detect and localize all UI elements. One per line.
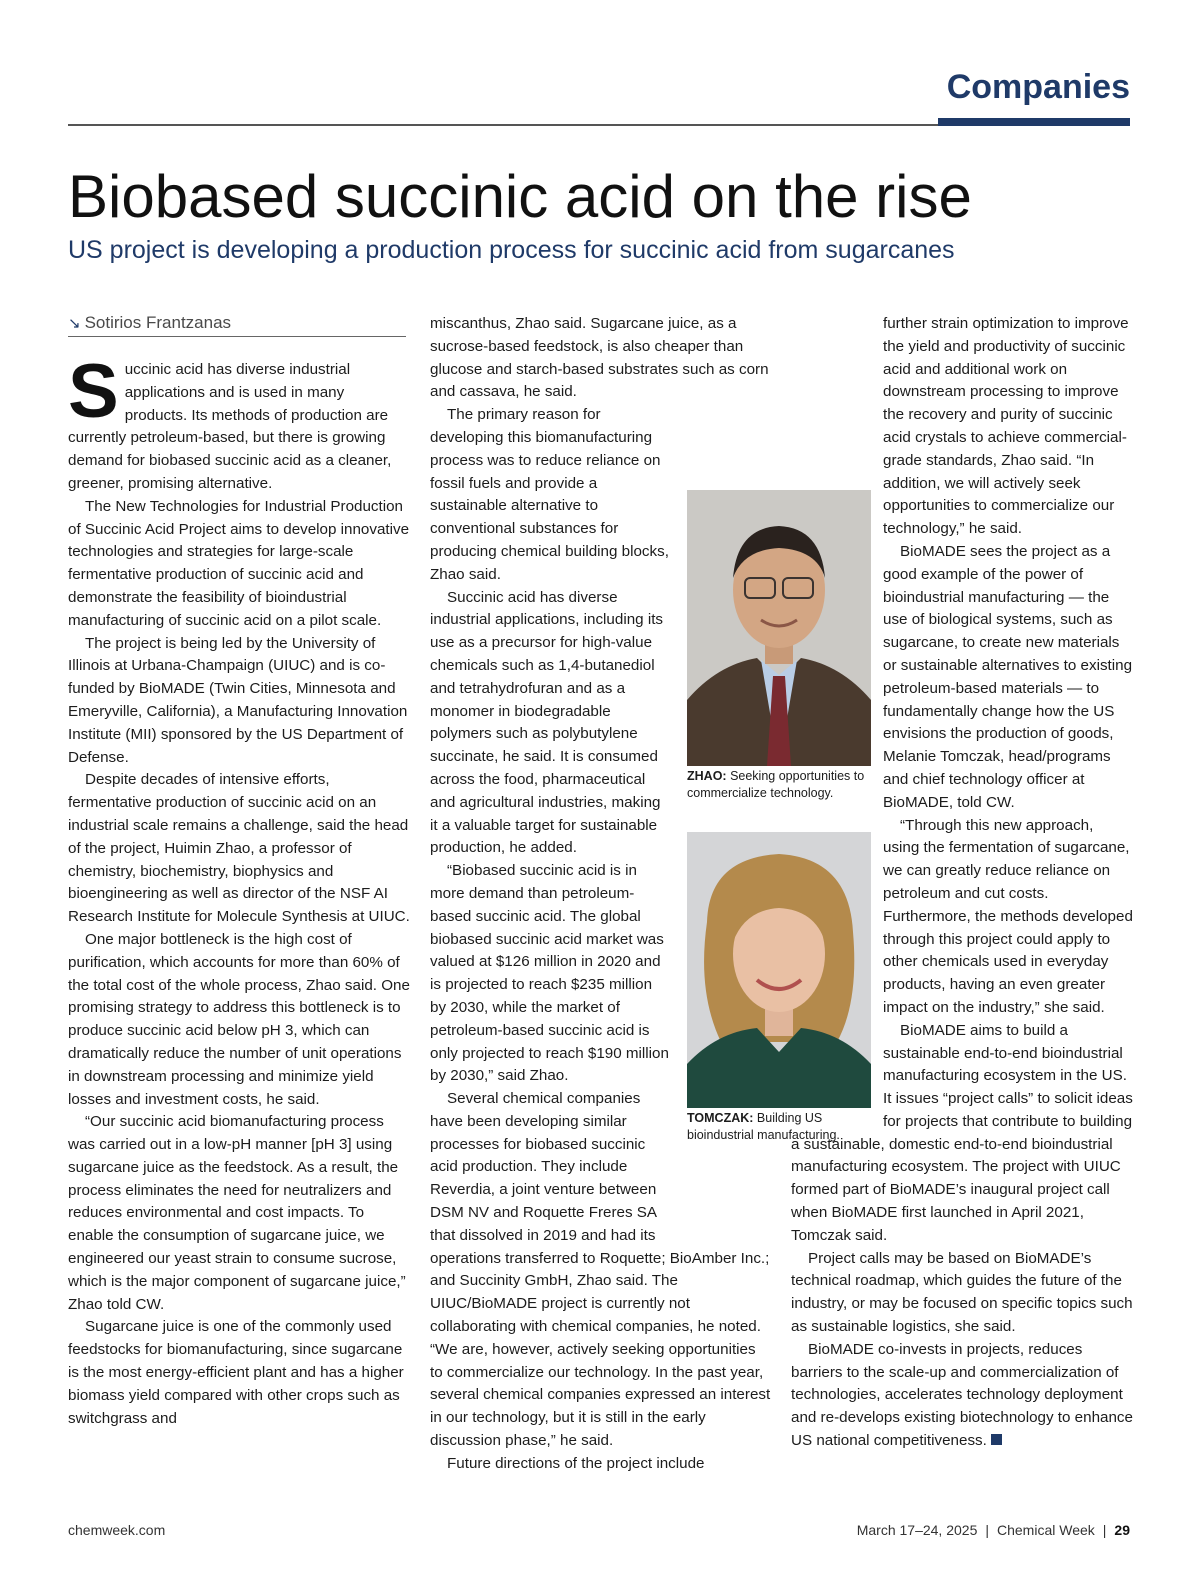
separator: | <box>985 1522 989 1538</box>
paragraph: One major bottleneck is the high cost of purification, which accounts for more than 60% of the total cost of the whole process, Zhao said. One promising strategy to address this bottleneck is to produce succinic acid below pH 3, which can dramatically reduce the number of unit operations in downstream processing and minimize yield losses and investment costs, he said. <box>68 930 410 1108</box>
zhao-caption: ZHAO: Seeking opportunities to commercialize technology. <box>687 769 865 800</box>
paragraph: The project is being led by the University of Illinois at Urbana-Champaign (UIUC) and is co-funded by BioMADE (Twin Cities, Minnesota and Emeryville, California), a Manufacturing Innovation Institute (MII) sponsored by the US Department of Defense. <box>68 634 408 766</box>
paragraph: Despite decades of intensive efforts, fermentative production of succinic acid on an industrial scale remains a challenge, said the head of the project, Huimin Zhao, a professor of chemistry, biochemistry, biophysics and bioengineering as well as director of the NSF AI Research Institute for Molecule Synthesis at UIUC. <box>68 771 410 926</box>
article-subtitle: US project is developing a production process for succinic acid from sugarcanes <box>68 236 955 264</box>
paragraph: further strain optimization to improve the yield and productivity of succinic acid and additional work on downstream processing to improve the recovery and purity of succinic acid crystals to achieve commercial-grade standards, Zhao said. “In addition, we will actively seek opportunities to commercialize our technology,” he said. <box>883 315 1129 538</box>
paragraph: Sugarcane juice is one of the commonly used feedstocks for biomanufacturing, since sugarcane is the most energy-efficient plant and has a higher biomass yield compared with other crops such as switchgrass and <box>68 1318 404 1427</box>
paragraph: “Our succinic acid biomanufacturing process was carried out in a low-pH manner [pH 3] using sugarcane juice as the feedstock. As a result, the process eliminates the need for neutralizers and reduces environmental and cost impacts. To enable the consumption of sugarcane juice, we engineered our yeast strain to consume sucrose, which is the major component of sugarcane juice,” Zhao told CW. <box>68 1113 406 1313</box>
paragraph: miscanthus, Zhao said. Sugarcane juice, as a sucrose-based feedstock, is also cheaper than glucose and starch-based substrates such as corn and cassava, he said. <box>430 315 769 401</box>
drop-cap: S <box>68 349 119 434</box>
paragraph: Project calls may be based on BioMADE’s technical roadmap, which guides the future of the industry, or may be focused on specific topics such as sustainable logistics, she said. <box>791 1249 1133 1336</box>
paragraph: “Through this new approach, using the fermentation of sugarcane, we can greatly reduce reliance on petroleum and cut costs. Furthermore, the methods developed through this project could apply to other chemicals used in everyday products, having an even greater impact on the industry,” she said. <box>883 816 1133 1016</box>
end-mark-icon <box>991 1434 1002 1445</box>
separator: | <box>1102 1522 1107 1538</box>
paragraph: BioMADE aims to build a sustainable end-to-end bioindustrial manufacturing ecosystem in the US. It issues “project calls” to solicit ideas for projects that contribute to building a sustainable, domestic end-to-end bioindustrial manufacturing ecosystem. The project with UIUC formed part of BioMADE’s inaugural project call when BioMADE first launched in April 2021, Tomczak said. <box>791 1021 1133 1244</box>
paragraph: BioMADE co-invests in projects, reduces barriers to the scale-up and commercialization of technologies, accelerates technology deployment and re-develops existing biotechnology to enhance US national competitiveness. <box>791 1340 1133 1450</box>
publication-name: Chemical Week <box>997 1522 1095 1538</box>
paragraph: Succinic acid has diverse industrial applications, including its use as a precursor for high-value chemicals such as 1,4-butanediol and tetrahydrofuran and as a monomer in biodegradable polymers such as polybutylene succinate, he said. It is consumed across the food, pharmaceutical and agricultural industries, making it a valuable target for sustainable production, he added. <box>430 588 664 857</box>
article-title: Biobased succinic acid on the rise <box>68 163 972 230</box>
paragraph: Future directions of the project include <box>447 1454 705 1472</box>
footer-info <box>857 1522 1130 1538</box>
tomczak-caption: TOMCZAK: Building US bioindustrial manufacturing. <box>687 1111 840 1142</box>
paragraph: The primary reason for developing this biomanufacturing process was to reduce reliance on fossil fuels and provide a sustainable alternative to conventional substances for producing chemical building blocks, Zhao said. <box>430 406 669 583</box>
tomczak-photo <box>687 832 871 1108</box>
paragraph: Several chemical companies have been developing similar processes for biobased succinic acid production. They include Reverdia, a joint venture between DSM NV and Roquette Freres SA that dissolved in 2019 and had its operations transferred to Roquette; BioAmber Inc.; and Succinity GmbH, Zhao said. The UIUC/BioMADE project is currently not collaborating with chemical companies, he noted. “We are, however, actively seeking opportunities to commercialize our technology. In the past year, several chemical companies expressed an interest in our technology, but it is still in the early discussion phase,” he said. <box>430 1090 771 1450</box>
paragraph: Succinic acid has diverse industrial applications and is used in many products. Its methods of production are currently petroleum-based, but there is growing demand for biobased succinic acid as a cleaner, greener, promising alternative. <box>68 349 392 492</box>
footer-site[interactable]: chemweek.com <box>68 1522 166 1538</box>
author-name: Sotirios Frantzanas <box>84 313 232 332</box>
byline <box>68 313 406 337</box>
header-accent-bar <box>938 118 1130 126</box>
column-1 <box>68 349 410 1430</box>
section-title: Companies <box>946 68 1130 106</box>
paragraph: “Biobased succinic acid is in more demand than petroleum-based succinic acid. The global biobased succinic acid market was valued at $126 million in 2020 and is projected to reach $235 million by 2030, while the market of petroleum-based succinic acid is only projected to reach $190 million by 2030,” said Zhao. <box>430 862 669 1085</box>
paragraph: The New Technologies for Industrial Production of Succinic Acid Project aims to develop innovative technologies and strategies for large-scale fermentative production of succinic acid and demonstrate the feasibility of bioindustrial manufacturing of succinic acid on a pilot scale. <box>68 497 410 629</box>
issue-date: March 17–24, 2025 <box>856 1522 978 1538</box>
paragraph: BioMADE sees the project as a good example of the power of bioindustrial manufacturing — the use of biological systems, such as sugarcane, to create new materials or sustainable alternatives to existing petroleum-based materials — to fundamentally change how the US envisions the production of goods, Melanie Tomczak, head/programs and chief technology officer at BioMADE, told CW. <box>883 542 1133 811</box>
page-number: 29 <box>1114 1522 1130 1538</box>
zhao-photo <box>687 490 871 766</box>
arrow-down-right-icon: ↘ <box>68 315 81 332</box>
